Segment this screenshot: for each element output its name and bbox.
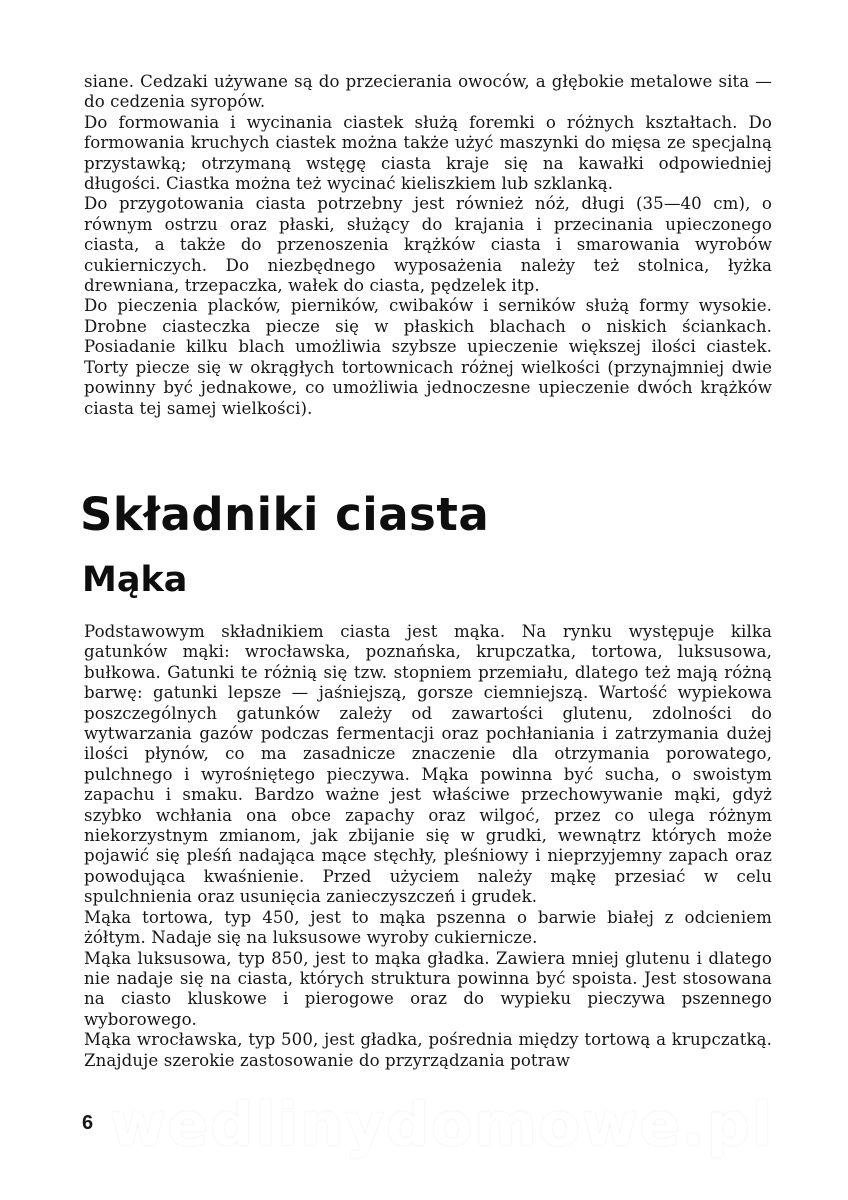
paragraph: Do pieczenia placków, pierników, cwibaków i serników służą formy wysokie. Drobne ciasteczka piecze się w płaskich blachach o niskich ściankach. Posiadanie kilku blach umożliwia szybsze upieczenie większej ilości ciastek. Torty piecze się w okrągłych tortownicach różnej wielkości (przynajmniej dwie powinny być jednakowe, co umożliwia jednoczesne upieczenie dwóch krążków ciasta tej samej wielkości). [84, 296, 772, 418]
bottom-text-block [84, 622, 772, 1071]
subsection-title: Mąka [82, 560, 188, 600]
paragraph: Podstawowym składnikiem ciasta jest mąka. Na rynku występuje kilka gatunków mąki: wrocławska, poznańska, krupczatka, tortowa, luksusowa, bułkowa. Gatunki te różnią się tzw. stopniem przemiału, dlatego też mają różną barwę: gatunki lepsze — jaśniejszą, gorsze ciemniejszą. Wartość wypiekowa poszczególnych gatunków zależy od zawartości glutenu, zdolności do wytwarzania gazów podczas fermentacji oraz pochłaniania i zatrzymania dużej ilości płynów, co ma zasadnicze znaczenie dla otrzymania porowatego, pulchnego i wyrośniętego pieczywa. Mąka powinna być sucha, o swoistym zapachu i smaku. Bardzo ważne jest właściwe przechowywanie mąki, gdyż szybko wchłania ona obce zapachy oraz wilgoć, przez co ulega różnym niekorzystnym zmianom, jak zbijanie się w grudki, wewnątrz których może pojawić się pleśń nadająca mące stęchły, pleśniowy i nieprzyjemny zapach oraz powodująca kwaśnienie. Przed użyciem należy mąkę przesiać w celu spulchnienia oraz usunięcia zanieczyszczeń i grudek. [84, 622, 772, 907]
watermark: wedlinydomowe.pl [110, 1090, 775, 1160]
section-title: Składniki ciasta [80, 488, 490, 541]
paragraph: Do formowania i wycinania ciastek służą foremki o różnych kształtach. Do formowania kruchych ciastek można także użyć maszynki do mięsa ze specjalną przystawką; otrzymaną wstęgę ciasta kraje się na kawałki odpowiedniej długości. Ciastka można też wycinać kieliszkiem lub szklanką. [84, 112, 772, 194]
paragraph: Mąka luksusowa, typ 850, jest to mąka gładka. Zawiera mniej glutenu i dlatego nie nadaje się na ciasta, których struktura powinna być spoista. Jest stosowana na ciasto kluskowe i pierogowe oraz do wypieku pieczywa pszennego wyborowego. [84, 948, 772, 1029]
paragraph: siane. Cedzaki używane są do przecierania owoców, a głębokie metalowe sita — do cedzenia syropów. [84, 72, 772, 112]
page-number: 6 [82, 1112, 94, 1134]
top-text-block [84, 72, 772, 419]
paragraph: Do przygotowania ciasta potrzebny jest również nóż, długi (35—40 cm), o równym ostrzu oraz płaski, służący do krajania i przecinania upieczonego ciasta, a także do przenoszenia krążków ciasta i smarowania wyrobów cukierniczych. Do niezbędnego wyposażenia należy też stolnica, łyżka drewniana, trzepaczka, wałek do ciasta, pędzelek itp. [84, 194, 772, 296]
paragraph: Mąka tortowa, typ 450, jest to mąka pszenna o barwie białej z odcieniem żółtym. Nadaje się na luksusowe wyroby cukiernicze. [84, 907, 772, 948]
paragraph: Mąka wrocławska, typ 500, jest gładka, pośrednia między tortową a krupczatką. Znajduje szerokie zastosowanie do przyrządzania potraw [84, 1030, 772, 1070]
